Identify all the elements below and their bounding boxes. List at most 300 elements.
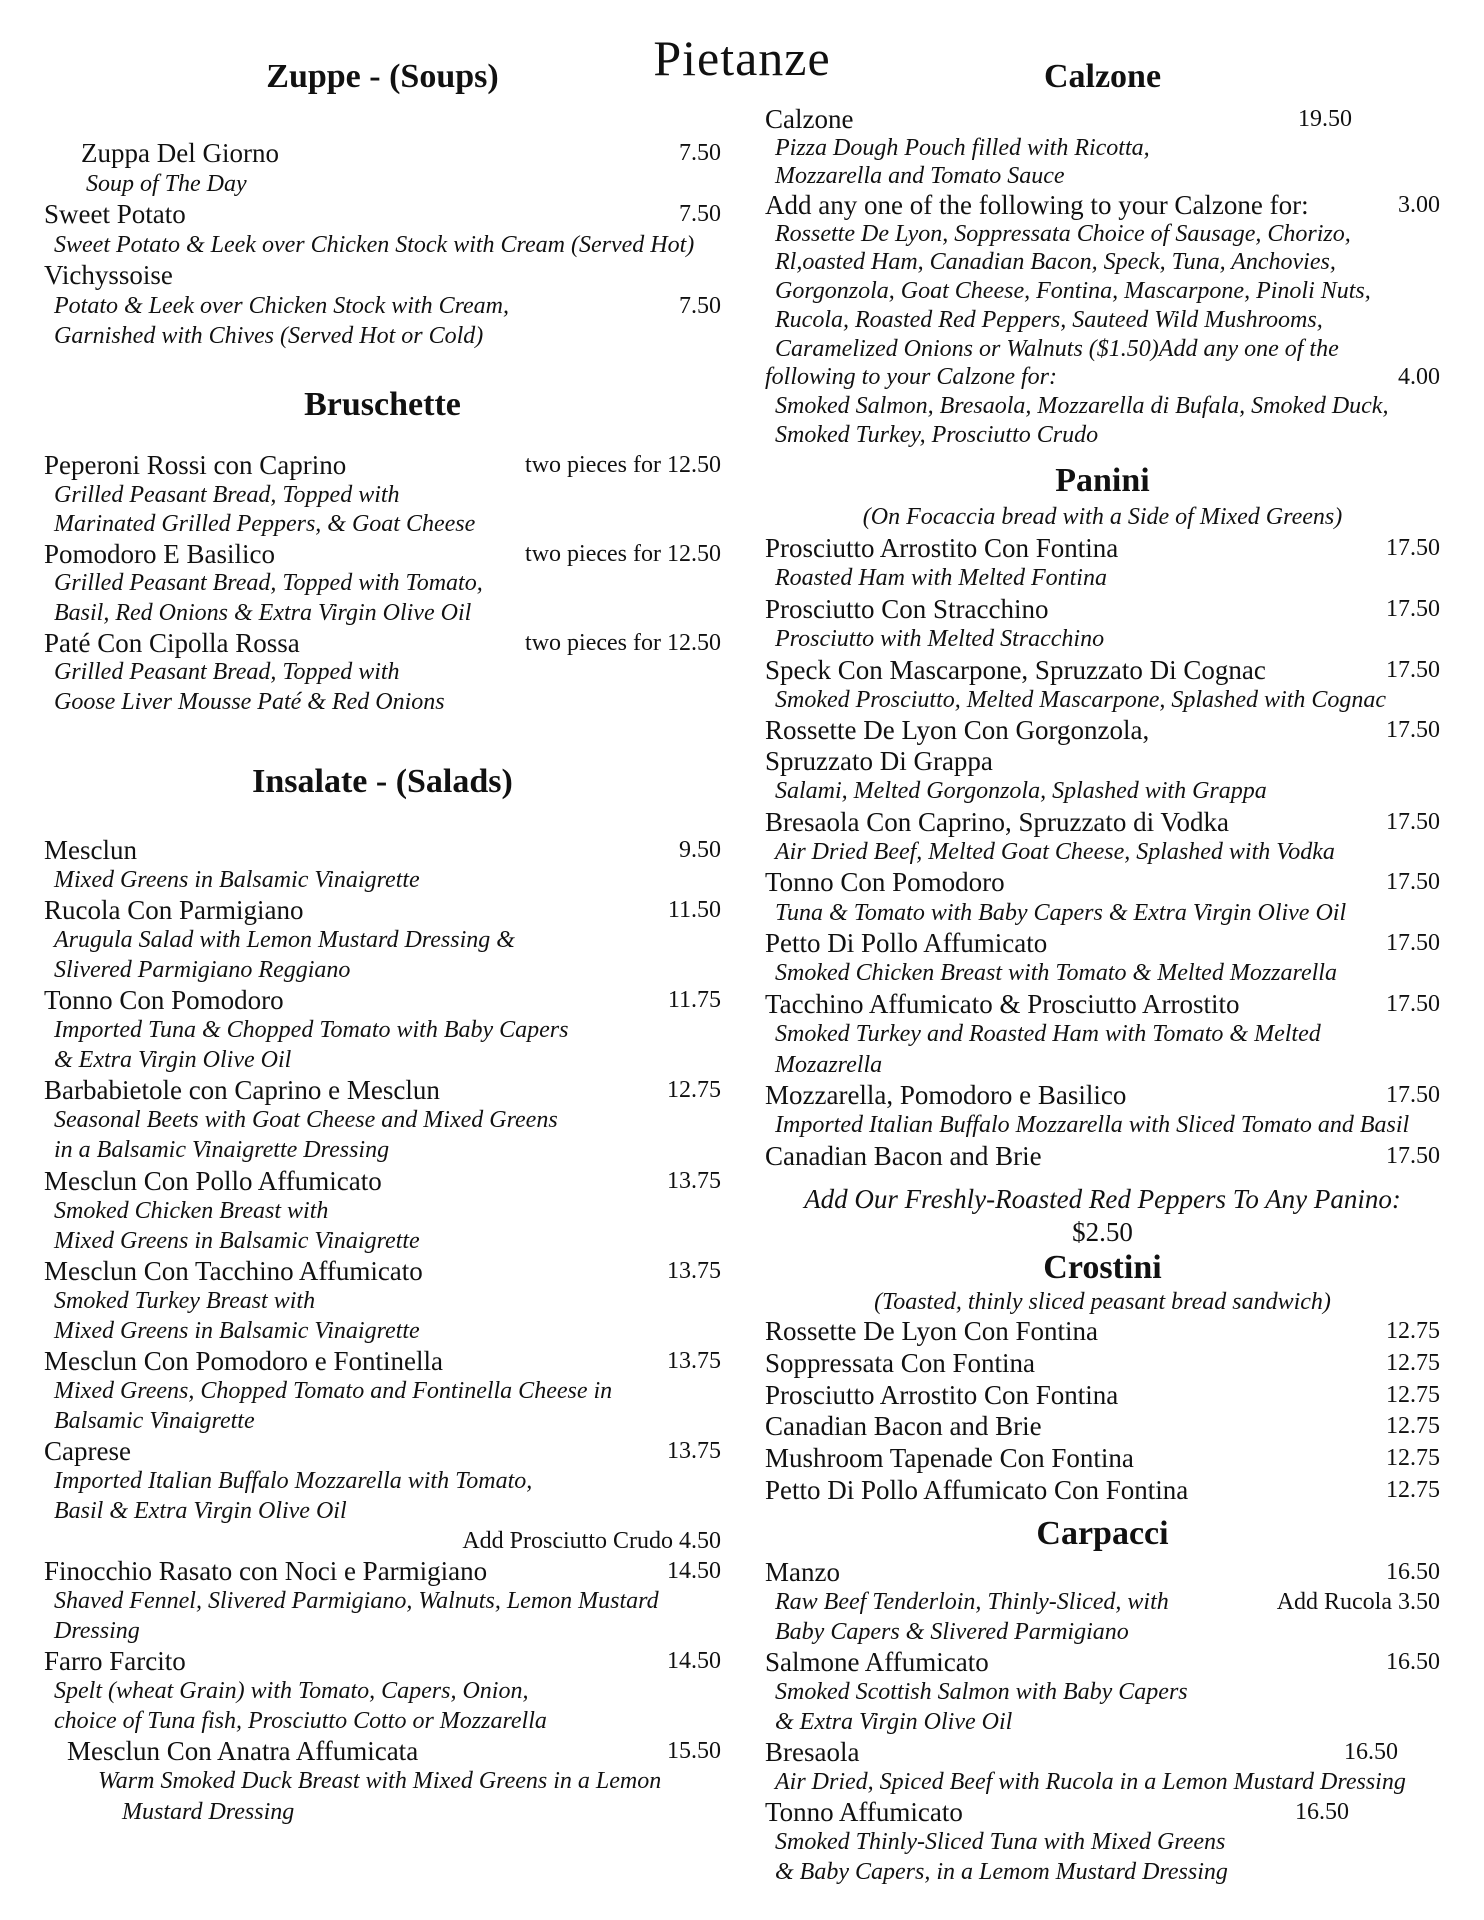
menu-items-crostini bbox=[765, 1316, 1440, 1507]
section-heading-insalate: Insalate - (Salads) bbox=[252, 763, 513, 800]
menu-item-name: Tonno Affumicato bbox=[765, 1797, 963, 1827]
menu-item-description: Mustard Dressing bbox=[122, 1798, 295, 1825]
menu-item[interactable] bbox=[44, 1436, 721, 1526]
menu-item-line bbox=[44, 1075, 721, 1105]
menu-item-description: Mixed Greens in Balsamic Vinaigrette bbox=[54, 867, 420, 894]
menu-item-price: 17.50 bbox=[1386, 1082, 1440, 1109]
menu-item-name: Mesclun Con Pollo Affumicato bbox=[44, 1165, 382, 1196]
menu-item-description: Marinated Grilled Peppers, & Goat Cheese bbox=[54, 511, 476, 538]
menu-item-line bbox=[765, 1797, 1440, 1827]
menu-item-description: Rossette De Lyon, Soppressata Choice of Sausage, Chorizo, bbox=[775, 220, 1351, 247]
section-heading-panini: Panini bbox=[1055, 462, 1150, 499]
menu-item-line bbox=[44, 1105, 721, 1135]
menu-item-description: Mozazrella bbox=[775, 1051, 883, 1078]
menu-item-line bbox=[44, 895, 721, 925]
menu-item[interactable] bbox=[765, 363, 1440, 449]
panini-addon-note: Add Our Freshly-Roasted Red Peppers To Any Panino: bbox=[804, 1184, 1401, 1214]
menu-item-name: Mozzarella, Pomodoro e Basilico bbox=[765, 1080, 1127, 1111]
menu-item-line bbox=[765, 958, 1440, 988]
menu-item-line bbox=[765, 1617, 1440, 1647]
menu-item-name: Peperoni Rossi con Caprino bbox=[44, 450, 347, 480]
menu-item-line bbox=[44, 599, 721, 629]
menu-item[interactable] bbox=[44, 1075, 721, 1165]
menu-item-name: Petto Di Pollo Affumicato bbox=[765, 928, 1048, 959]
menu-item-description: Basil & Extra Virgin Olive Oil bbox=[54, 1498, 347, 1525]
menu-item-line bbox=[44, 688, 721, 718]
menu-item-line bbox=[765, 715, 1440, 745]
menu-item-description: Sweet Potato & Leek over Chicken Stock with Cream (Served Hot) bbox=[54, 231, 695, 258]
menu-item-price: 17.50 bbox=[1386, 990, 1440, 1017]
menu-item-line bbox=[765, 533, 1440, 563]
menu-item-line bbox=[765, 1557, 1440, 1587]
section-heading-calzone: Calzone bbox=[1043, 58, 1162, 95]
section-subtitle-panini: (On Focaccia bread with a Side of Mixed Greens) bbox=[862, 504, 1343, 530]
menu-item-description: Basil, Red Onions & Extra Virgin Olive Oil bbox=[54, 599, 472, 626]
menu-item-description: Imported Tuna & Chopped Tomato with Baby Capers bbox=[54, 1017, 569, 1044]
menu-item-price: 12.75 bbox=[1386, 1476, 1440, 1503]
menu-item-name: Canadian Bacon and Brie bbox=[765, 1140, 1042, 1171]
menu-item-price: 14.50 bbox=[667, 1648, 721, 1675]
menu-item-name: Mesclun bbox=[44, 835, 137, 865]
menu-item-description: Gorgonzola, Goat Cheese, Fontina, Mascarpone, Pinoli Nuts, bbox=[775, 278, 1371, 305]
section-heading-bruschette: Bruschette bbox=[304, 386, 461, 423]
menu-item-line bbox=[44, 925, 721, 955]
menu-item-description: Smoked Thinly-Sliced Tuna with Mixed Greens bbox=[775, 1829, 1226, 1855]
menu-item-name: Prosciutto Con Stracchino bbox=[765, 593, 1049, 624]
menu-item-line bbox=[765, 1110, 1440, 1140]
menu-item-line bbox=[765, 1737, 1440, 1767]
menu-item-line bbox=[765, 1857, 1440, 1887]
menu-item-price: 3.00 bbox=[1398, 192, 1440, 219]
menu-item-line bbox=[44, 1676, 721, 1706]
menu-item[interactable] bbox=[44, 540, 721, 629]
menu-item-line bbox=[765, 162, 1440, 191]
menu-item-line bbox=[765, 1707, 1440, 1737]
menu-item-line bbox=[44, 451, 721, 481]
menu-item-name: Prosciutto Arrostito Con Fontina bbox=[765, 1379, 1119, 1410]
menu-item-description: choice of Tuna fish, Prosciutto Cotto or Mozzarella bbox=[54, 1708, 547, 1735]
menu-item-description: Air Dried Beef, Melted Goat Cheese, Splashed with Vodka bbox=[775, 838, 1335, 865]
menu-item-line bbox=[44, 629, 721, 659]
menu-item-name: Bresaola Con Caprino, Spruzzato di Vodka bbox=[765, 806, 1229, 837]
right-column bbox=[765, 0, 1440, 1920]
menu-item-name: Pomodoro E Basilico bbox=[44, 538, 275, 569]
menu-item-price: 4.00 bbox=[1398, 364, 1440, 391]
menu-items-carpacci bbox=[765, 1557, 1440, 1887]
menu-item-line bbox=[765, 1019, 1440, 1049]
menu-item-line bbox=[44, 865, 721, 895]
menu-item-line bbox=[44, 1556, 721, 1586]
menu-item-name: Caprese bbox=[44, 1435, 131, 1466]
menu-item-description: following to your Calzone for: bbox=[765, 364, 1058, 391]
menu-item[interactable] bbox=[765, 989, 1440, 1080]
menu-item-line bbox=[765, 746, 1440, 776]
menu-item-line bbox=[44, 1045, 721, 1075]
menu-item-price: 16.50 bbox=[1386, 1559, 1440, 1585]
menu-item-description: & Baby Capers, in a Lemom Mustard Dressing bbox=[775, 1859, 1228, 1885]
menu-item-line bbox=[765, 594, 1440, 624]
menu-item-line bbox=[44, 1196, 721, 1226]
menu-item-line bbox=[44, 1286, 721, 1316]
menu-item-description: Smoked Turkey Breast with bbox=[54, 1287, 316, 1314]
menu-item-name: Vichyssoise bbox=[44, 260, 173, 290]
menu-item-line bbox=[44, 510, 721, 540]
menu-item-line bbox=[765, 191, 1440, 220]
menu-item-price: 11.75 bbox=[667, 987, 721, 1014]
menu-item-line bbox=[44, 199, 721, 230]
menu-item-price: 19.50 bbox=[1298, 106, 1352, 132]
menu-item-line bbox=[765, 776, 1440, 806]
menu-item-line bbox=[44, 321, 721, 352]
menu-item-line bbox=[765, 1050, 1440, 1080]
menu-item-name: Tacchino Affumicato & Prosciutto Arrostito bbox=[765, 988, 1240, 1019]
menu-item-description: Seasonal Beets with Goat Cheese and Mixed Greens bbox=[54, 1107, 558, 1134]
section-subtitle-crostini: (Toasted, thinly sliced peasant bread sandwich) bbox=[874, 1289, 1331, 1315]
menu-item-description: Raw Beef Tenderloin, Thinly-Sliced, with bbox=[775, 1589, 1169, 1615]
menu-item[interactable] bbox=[765, 1141, 1440, 1171]
menu-item-description: Soup of The Day bbox=[86, 170, 247, 197]
menu-item-price: 17.50 bbox=[1386, 717, 1440, 744]
menu-item-line bbox=[765, 1141, 1440, 1171]
menu-item-line bbox=[765, 1587, 1440, 1617]
menu-item[interactable] bbox=[44, 1346, 721, 1436]
menu-item-description: Roasted Ham with Melted Fontina bbox=[775, 565, 1107, 592]
menu-item-line bbox=[765, 1316, 1440, 1348]
menu-item-description: Arugula Salad with Lemon Mustard Dressing & bbox=[54, 927, 515, 954]
menu-item-line bbox=[44, 955, 721, 985]
menu-item-name: Mushroom Tapenade Con Fontina bbox=[765, 1443, 1134, 1474]
menu-item-line bbox=[44, 1766, 721, 1796]
menu-item-price: 12.75 bbox=[1386, 1413, 1440, 1440]
menu-item-description: Salami, Melted Gorgonzola, Splashed with Grappa bbox=[775, 778, 1267, 805]
menu-items-zuppe bbox=[44, 138, 721, 352]
menu-item-line bbox=[44, 985, 721, 1015]
menu-item-line bbox=[44, 169, 721, 200]
menu-item[interactable] bbox=[765, 1475, 1440, 1507]
menu-item-description: Garnished with Chives (Served Hot or Cold) bbox=[54, 323, 484, 349]
menu-item[interactable] bbox=[765, 1647, 1440, 1737]
menu-item-line bbox=[765, 1348, 1440, 1380]
menu-item-description: Mixed Greens in Balsamic Vinaigrette bbox=[54, 1227, 420, 1254]
menu-item-name: Prosciutto Arrostito Con Fontina bbox=[765, 533, 1119, 563]
menu-item-description: Tuna & Tomato with Baby Capers & Extra Virgin Olive Oil bbox=[775, 899, 1347, 926]
page-title: Pietanze bbox=[653, 30, 831, 86]
menu-item-description: Warm Smoked Duck Breast with Mixed Greens in a Lemon bbox=[98, 1768, 662, 1795]
menu-item-name: Barbabietole con Caprino e Mesclun bbox=[44, 1075, 440, 1106]
menu-item[interactable] bbox=[765, 1557, 1440, 1647]
menu-item[interactable] bbox=[44, 835, 721, 895]
section-heading-carpacci: Carpacci bbox=[1036, 1515, 1169, 1552]
menu-item-line bbox=[765, 1677, 1440, 1707]
menu-item-description: Spelt (wheat Grain) with Tomato, Capers, Onion, bbox=[54, 1678, 529, 1705]
menu-item-addon: Add Prosciutto Crudo 4.50 bbox=[462, 1528, 721, 1555]
menu-item-name: Bresaola bbox=[765, 1737, 860, 1767]
menu-item-line bbox=[44, 540, 721, 570]
menu-item[interactable] bbox=[44, 260, 721, 352]
menu-item-description: Smoked Chicken Breast with bbox=[54, 1197, 329, 1224]
menu-item-description: Smoked Prosciutto, Melted Mascarpone, Splashed with Cognac bbox=[775, 686, 1387, 713]
menu-item[interactable] bbox=[44, 1646, 721, 1736]
menu-item[interactable] bbox=[765, 1348, 1440, 1380]
menu-item-line bbox=[765, 989, 1440, 1019]
menu-item-line bbox=[44, 1346, 721, 1376]
menu-item-price: 9.50 bbox=[679, 837, 721, 863]
menu-item-line bbox=[765, 867, 1440, 897]
menu-item-description: Dressing bbox=[54, 1618, 140, 1645]
menu-item[interactable] bbox=[44, 985, 721, 1075]
menu-item[interactable] bbox=[765, 191, 1440, 363]
menu-item-line bbox=[44, 835, 721, 865]
menu-item-description: Baby Capers & Slivered Parmigiano bbox=[775, 1619, 1129, 1645]
menu-item-description: Smoked Turkey and Roasted Ham with Tomato & Melted bbox=[775, 1021, 1321, 1048]
menu-item[interactable] bbox=[765, 1797, 1440, 1887]
section-heading-crostini: Crostini bbox=[1043, 1249, 1162, 1286]
menu-item-addon-price: Add Rucola 3.50 bbox=[1276, 1589, 1440, 1615]
menu-items-panini bbox=[765, 533, 1440, 1171]
menu-item-line bbox=[44, 658, 721, 688]
menu-item[interactable] bbox=[765, 655, 1440, 716]
menu-item-price: 12.75 bbox=[1386, 1318, 1440, 1344]
menu-item-description: & Extra Virgin Olive Oil bbox=[775, 1709, 1013, 1735]
menu-item-line bbox=[765, 807, 1440, 837]
menu-item-line bbox=[765, 1827, 1440, 1857]
menu-item-price: 17.50 bbox=[1386, 656, 1440, 683]
menu-item-description: Pizza Dough Pouch filled with Ricotta, bbox=[775, 134, 1150, 161]
menu-item-price: 15.50 bbox=[667, 1738, 721, 1765]
menu-item-line bbox=[44, 1166, 721, 1196]
menu-item-description: Rl,oasted Ham, Canadian Bacon, Speck, Tuna, Anchovies, bbox=[775, 249, 1336, 276]
menu-item-line bbox=[765, 837, 1440, 867]
menu-item[interactable] bbox=[765, 867, 1440, 928]
menu-item[interactable] bbox=[765, 928, 1440, 989]
menu-item-line bbox=[44, 1466, 721, 1496]
menu-item-line bbox=[765, 655, 1440, 685]
menu-item-name: Rucola Con Parmigiano bbox=[44, 895, 304, 926]
menu-item-price: 12.75 bbox=[1386, 1349, 1440, 1376]
menu-item-description: Mixed Greens in Balsamic Vinaigrette bbox=[54, 1317, 420, 1344]
menu-item-name: Mesclun Con Tacchino Affumicato bbox=[44, 1255, 423, 1286]
menu-item-line bbox=[44, 1316, 721, 1346]
menu-item-description: Grilled Peasant Bread, Topped with Tomato, bbox=[54, 570, 483, 597]
menu-item-description: Air Dried, Spiced Beef with Rucola in a Lemon Mustard Dressing bbox=[775, 1769, 1406, 1795]
menu-item[interactable] bbox=[765, 807, 1440, 868]
menu-item-description: Smoked Chicken Breast with Tomato & Melted Mozzarella bbox=[775, 960, 1337, 987]
menu-item-price: 17.50 bbox=[1386, 869, 1440, 896]
menu-item-name: Canadian Bacon and Brie bbox=[765, 1411, 1042, 1442]
menu-item-line bbox=[765, 277, 1440, 306]
menu-item-price: 13.75 bbox=[667, 1257, 721, 1284]
menu-item-price: two pieces for 12.50 bbox=[525, 540, 721, 567]
menu-item[interactable] bbox=[44, 138, 721, 199]
menu-item-line bbox=[765, 1647, 1440, 1677]
menu-item[interactable] bbox=[765, 594, 1440, 655]
menu-item-line bbox=[44, 1616, 721, 1646]
menu-item-description: Goose Liver Mousse Paté & Red Onions bbox=[54, 688, 445, 715]
left-column bbox=[44, 0, 721, 1920]
menu-item-line bbox=[44, 260, 721, 291]
menu-item-line bbox=[765, 335, 1440, 364]
menu-item-line bbox=[44, 291, 721, 322]
menu-item-name: Add any one of the following to your Calzone for: bbox=[765, 190, 1309, 221]
menu-item-price: 12.75 bbox=[1386, 1381, 1440, 1408]
menu-item-line bbox=[765, 1767, 1440, 1797]
menu-item-line bbox=[765, 928, 1440, 958]
menu-item-name: Mesclun Con Pomodoro e Fontinella bbox=[44, 1345, 443, 1376]
menu-item-description: Potato & Leek over Chicken Stock with Cream, bbox=[54, 292, 510, 319]
menu-item-description: Slivered Parmigiano Reggiano bbox=[54, 957, 351, 984]
menu-item-description: Prosciutto with Melted Stracchino bbox=[775, 626, 1105, 653]
menu-item-name: Rossette De Lyon Con Gorgonzola, bbox=[765, 715, 1150, 746]
menu-item-price: 17.50 bbox=[1386, 1142, 1440, 1169]
menu-item-price: 17.50 bbox=[1386, 595, 1440, 622]
menu-item[interactable] bbox=[765, 1316, 1440, 1348]
section-heading-zuppe: Zuppe - (Soups) bbox=[266, 58, 499, 95]
menu-item-description: Imported Italian Buffalo Mozzarella with Sliced Tomato and Basil bbox=[775, 1112, 1410, 1139]
menu-item-description: Rucola, Roasted Red Peppers, Sauteed Wild Mushrooms, bbox=[775, 306, 1323, 333]
menu-item-price: two pieces for 12.50 bbox=[525, 629, 721, 656]
menu-item-price: 12.75 bbox=[1386, 1445, 1440, 1472]
menu-item-description: Smoked Turkey, Prosciutto Crudo bbox=[775, 421, 1099, 448]
menu-item-name: Speck Con Mascarpone, Spruzzato Di Cognac bbox=[765, 654, 1266, 685]
menu-item-line bbox=[44, 1015, 721, 1045]
menu-item[interactable] bbox=[44, 1166, 721, 1256]
menu-item[interactable] bbox=[765, 105, 1440, 191]
menu-item-line bbox=[44, 138, 721, 169]
menu-item-line bbox=[44, 230, 721, 261]
menu-item-description: Grilled Peasant Bread, Topped with bbox=[54, 481, 400, 508]
menu-item[interactable] bbox=[765, 715, 1440, 806]
menu-item-description: Smoked Salmon, Bresaola, Mozzarella di Bufala, Smoked Duck, bbox=[775, 392, 1389, 419]
menu-item-line bbox=[765, 220, 1440, 249]
menu-item-line bbox=[44, 1706, 721, 1736]
menu-item-name: Tonno Con Pomodoro bbox=[765, 867, 1005, 898]
menu-item-line bbox=[765, 563, 1440, 593]
menu-item-name: Tonno Con Pomodoro bbox=[44, 985, 284, 1016]
menu-item[interactable] bbox=[765, 1737, 1440, 1797]
menu-item-line bbox=[765, 1475, 1440, 1507]
menu-item[interactable] bbox=[765, 1443, 1440, 1475]
menu-item-description: Caramelized Onions or Walnuts ($1.50)Add any one of the bbox=[775, 335, 1339, 362]
menu-item[interactable] bbox=[765, 1380, 1440, 1412]
menu-item-line bbox=[765, 898, 1440, 928]
menu-item-line bbox=[44, 1736, 721, 1766]
menu-item-price: 13.75 bbox=[667, 1167, 721, 1194]
menu-item-price: 17.50 bbox=[1386, 535, 1440, 561]
menu-item-price: 13.75 bbox=[667, 1437, 721, 1464]
menu-item-price: two pieces for 12.50 bbox=[525, 452, 721, 478]
menu-item-line bbox=[765, 248, 1440, 277]
menu-item-price: 7.50 bbox=[679, 292, 721, 319]
menu-item-price: 16.50 bbox=[1386, 1649, 1440, 1675]
menu-item-price: 14.50 bbox=[667, 1558, 721, 1585]
menu-item[interactable] bbox=[765, 1411, 1440, 1443]
menu-item-name: Sweet Potato bbox=[44, 199, 186, 229]
menu-item-name: Petto Di Pollo Affumicato Con Fontina bbox=[765, 1474, 1189, 1505]
menu-items-calzone bbox=[765, 105, 1440, 449]
menu-item-line bbox=[765, 306, 1440, 335]
menu-item-name: Salmone Affumicato bbox=[765, 1647, 989, 1677]
menu-item-name: Zuppa Del Giorno bbox=[81, 138, 279, 168]
menu-items-insalate bbox=[44, 835, 721, 1827]
menu-item-line bbox=[44, 1256, 721, 1286]
menu-items-bruschette bbox=[44, 451, 721, 717]
menu-item-line bbox=[765, 363, 1440, 392]
menu-item-description: in a Balsamic Vinaigrette Dressing bbox=[54, 1137, 390, 1164]
menu-item-description: Mixed Greens, Chopped Tomato and Fontinella Cheese in bbox=[54, 1377, 613, 1404]
menu-item-description: Balsamic Vinaigrette bbox=[54, 1407, 255, 1434]
menu-item-line bbox=[765, 1411, 1440, 1443]
menu-item-description: Grilled Peasant Bread, Topped with bbox=[54, 659, 400, 686]
menu-item-name: Soppressata Con Fontina bbox=[765, 1347, 1035, 1378]
menu-item-line bbox=[44, 569, 721, 599]
menu-item-description: & Extra Virgin Olive Oil bbox=[54, 1047, 292, 1074]
menu-item-line bbox=[765, 1443, 1440, 1475]
menu-item-price: 7.50 bbox=[679, 201, 721, 227]
menu-item-line bbox=[765, 134, 1440, 163]
menu-item-line bbox=[44, 1376, 721, 1406]
menu-item[interactable] bbox=[44, 629, 721, 718]
menu-item[interactable] bbox=[44, 1256, 721, 1346]
menu-item-description: Imported Italian Buffalo Mozzarella with Tomato, bbox=[54, 1467, 533, 1494]
menu-item[interactable] bbox=[765, 533, 1440, 594]
menu-item[interactable] bbox=[44, 1736, 721, 1826]
menu-item-line bbox=[44, 1406, 721, 1436]
menu-item[interactable] bbox=[44, 1526, 721, 1556]
menu-item-price: 7.50 bbox=[679, 140, 721, 166]
menu-item-price: 17.50 bbox=[1386, 808, 1440, 835]
menu-item-line bbox=[44, 1436, 721, 1466]
menu-item[interactable] bbox=[44, 1556, 721, 1646]
menu-item-line bbox=[765, 1080, 1440, 1110]
menu-item-line bbox=[765, 624, 1440, 654]
menu-item-name: Manzo bbox=[765, 1557, 840, 1587]
menu-item-line bbox=[44, 1797, 721, 1827]
menu-item-line bbox=[44, 481, 721, 511]
menu-item-line bbox=[44, 1646, 721, 1676]
menu-item-name: Farro Farcito bbox=[44, 1646, 186, 1677]
menu-item-name: Calzone bbox=[765, 104, 854, 134]
menu-item-description: Mozzarella and Tomato Sauce bbox=[775, 163, 1065, 190]
menu-item-line bbox=[765, 685, 1440, 715]
menu-item-line bbox=[765, 421, 1440, 450]
menu-item-name: Finocchio Rasato con Noci e Parmigiano bbox=[44, 1556, 488, 1587]
menu-item-price: 12.75 bbox=[667, 1077, 721, 1104]
menu-item-price: 16.50 bbox=[1344, 1739, 1398, 1765]
panini-addon-price: $2.50 bbox=[1072, 1217, 1133, 1247]
menu-item-price: 16.50 bbox=[1295, 1799, 1349, 1825]
menu-item-name: Mesclun Con Anatra Affumicata bbox=[67, 1736, 419, 1767]
menu-item-line bbox=[44, 1135, 721, 1165]
menu-item-line bbox=[765, 105, 1440, 134]
menu-item-name: Paté Con Cipolla Rossa bbox=[44, 627, 300, 658]
menu-item[interactable] bbox=[44, 895, 721, 985]
menu-item-line bbox=[44, 1496, 721, 1526]
menu-item-description: Shaved Fennel, Slivered Parmigiano, Walnuts, Lemon Mustard bbox=[54, 1588, 659, 1615]
menu-item-description: Smoked Scottish Salmon with Baby Capers bbox=[775, 1679, 1188, 1705]
menu-item-price: 17.50 bbox=[1386, 930, 1440, 957]
menu-item-line bbox=[44, 1586, 721, 1616]
menu-item-price: 11.50 bbox=[667, 897, 721, 924]
menu-item[interactable] bbox=[765, 1080, 1440, 1141]
menu-item-name: Rossette De Lyon Con Fontina bbox=[765, 1316, 1098, 1346]
menu-item-price: 13.75 bbox=[667, 1347, 721, 1374]
menu-item-line bbox=[765, 1380, 1440, 1412]
menu-item-line bbox=[765, 392, 1440, 421]
menu-item-line bbox=[44, 1226, 721, 1256]
menu-item[interactable] bbox=[44, 199, 721, 260]
menu-item[interactable] bbox=[44, 451, 721, 540]
menu-item-name: Spruzzato Di Grappa bbox=[765, 745, 993, 776]
